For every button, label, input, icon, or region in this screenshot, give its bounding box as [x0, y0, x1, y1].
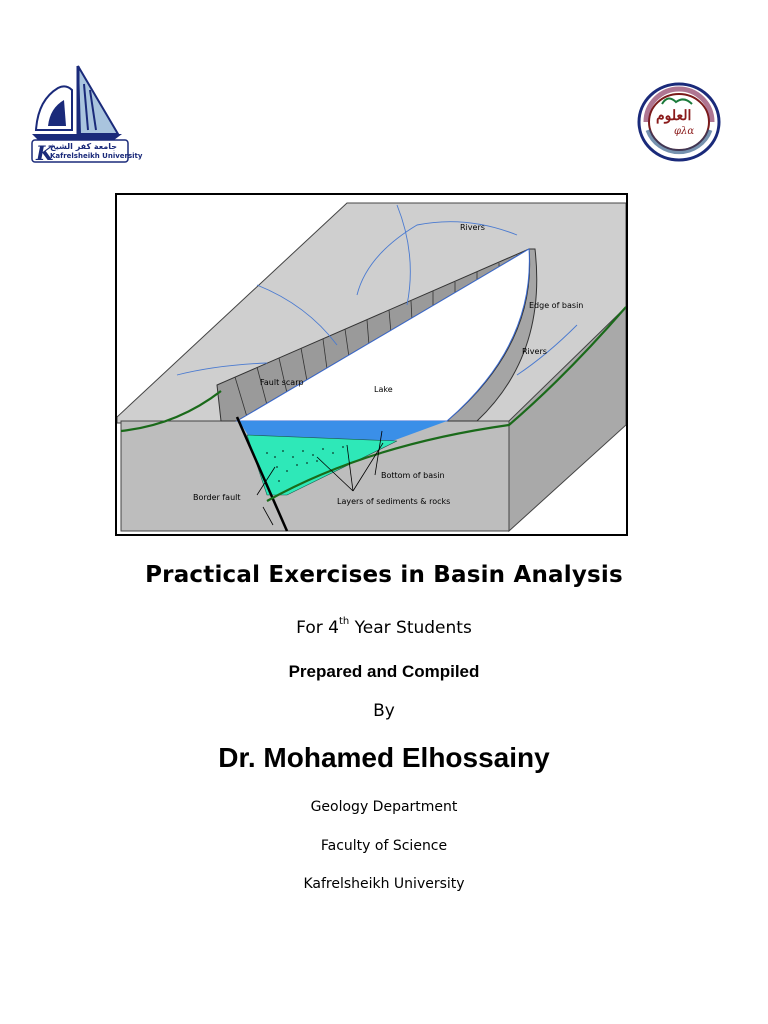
label-fault-scarp: Fault scarp	[260, 378, 304, 387]
subtitle-sup: th	[338, 616, 350, 628]
logo-right-arabic: العلوم	[656, 108, 692, 124]
label-bottom-of-basin: Bottom of basin	[381, 471, 445, 480]
label-border-fault: Border fault	[193, 493, 241, 502]
logo-left-arabic: جامعة كفر الشيخ	[50, 142, 117, 151]
logo-left-english: Kafrelsheikh University	[50, 152, 143, 160]
svg-text:K: K	[36, 141, 54, 165]
subtitle-suffix: Year Students	[349, 618, 472, 638]
label-lake: Lake	[374, 385, 393, 394]
university: Kafrelsheikh University	[303, 876, 465, 892]
label-edge-of-basin: Edge of basin	[529, 301, 584, 310]
document-title: Practical Exercises in Basin Analysis	[145, 562, 623, 588]
faculty: Faculty of Science	[320, 838, 448, 854]
faculty-seal-logo	[634, 82, 724, 162]
subtitle-prefix: For 4	[296, 618, 339, 638]
kafrelsheikh-logo	[28, 60, 143, 168]
label-rivers-top: Rivers	[460, 223, 485, 232]
label-layers: Layers of sediments & rocks	[337, 497, 451, 506]
target-audience	[0, 618, 768, 638]
prepared-line: Prepared and Compiled	[288, 662, 480, 681]
author-name: Dr. Mohamed Elhossainy	[218, 742, 550, 773]
department: Geology Department	[310, 799, 458, 815]
by-line: By	[373, 701, 395, 721]
basin-diagram	[115, 193, 628, 536]
label-rivers-right: Rivers	[522, 347, 547, 356]
logo-right-greek: φλα	[674, 126, 695, 137]
